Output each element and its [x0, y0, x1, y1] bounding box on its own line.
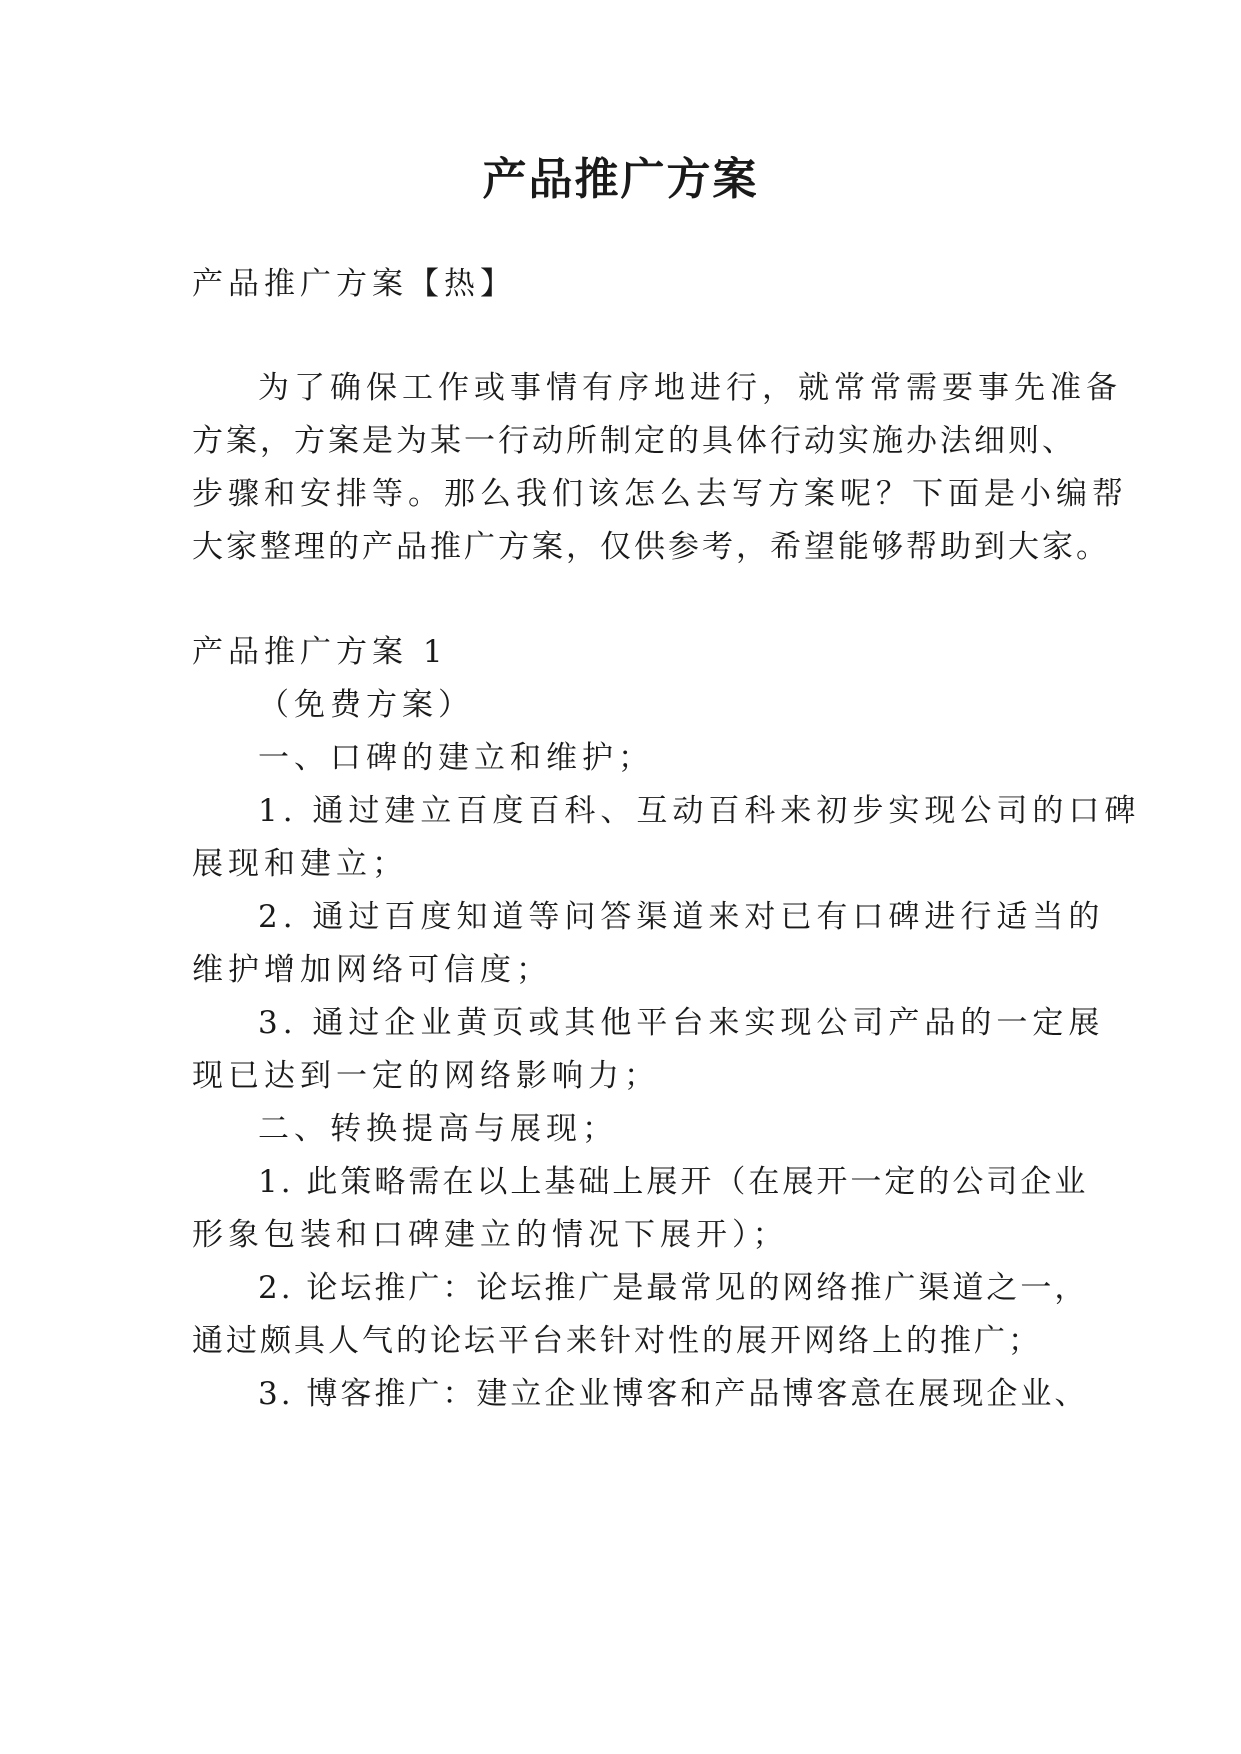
intro-line: 方案，方案是为某一行动所制定的具体行动实施办法细则、 [192, 423, 1076, 459]
body-line: 一、口碑的建立和维护； [258, 740, 654, 776]
body-line: 3. 通过企业黄页或其他平台来实现公司产品的一定展 [258, 1005, 1105, 1041]
body-line: 1. 此策略需在以上基础上展开（在展开一定的公司企业 [258, 1164, 1089, 1200]
body-line: 维护增加网络可信度； [192, 952, 552, 988]
intro-line: 为了确保工作或事情有序地进行，就常常需要事先准备 [258, 370, 1122, 406]
intro-line: 大家整理的产品推广方案，仅供参考，希望能够帮助到大家。 [192, 529, 1110, 565]
body-line: 展现和建立； [192, 846, 408, 882]
body-line: 二、转换提高与展现； [258, 1111, 618, 1147]
body-line: 1. 通过建立百度百科、互动百科来初步实现公司的口碑 [258, 793, 1141, 829]
body-line: 现已达到一定的网络影响力； [192, 1058, 660, 1094]
body-line: 3. 博客推广：建立企业博客和产品博客意在展现企业、 [258, 1376, 1089, 1412]
body-line: 2. 论坛推广：论坛推广是最常见的网络推广渠道之一， [258, 1270, 1089, 1306]
section-heading: 产品推广方案 1 [192, 634, 448, 670]
intro-line: 步骤和安排等。那么我们该怎么去写方案呢？下面是小编帮 [192, 476, 1128, 512]
document-title: 产品推广方案 [482, 154, 759, 205]
body-line: 通过颇具人气的论坛平台来针对性的展开网络上的推广； [192, 1323, 1042, 1359]
body-line: 形象包装和口碑建立的情况下展开）； [192, 1217, 789, 1253]
body-line: （免费方案） [258, 687, 474, 723]
document-subtitle: 产品推广方案【热】 [192, 266, 516, 302]
body-line: 2. 通过百度知道等问答渠道来对已有口碑进行适当的 [258, 899, 1105, 935]
